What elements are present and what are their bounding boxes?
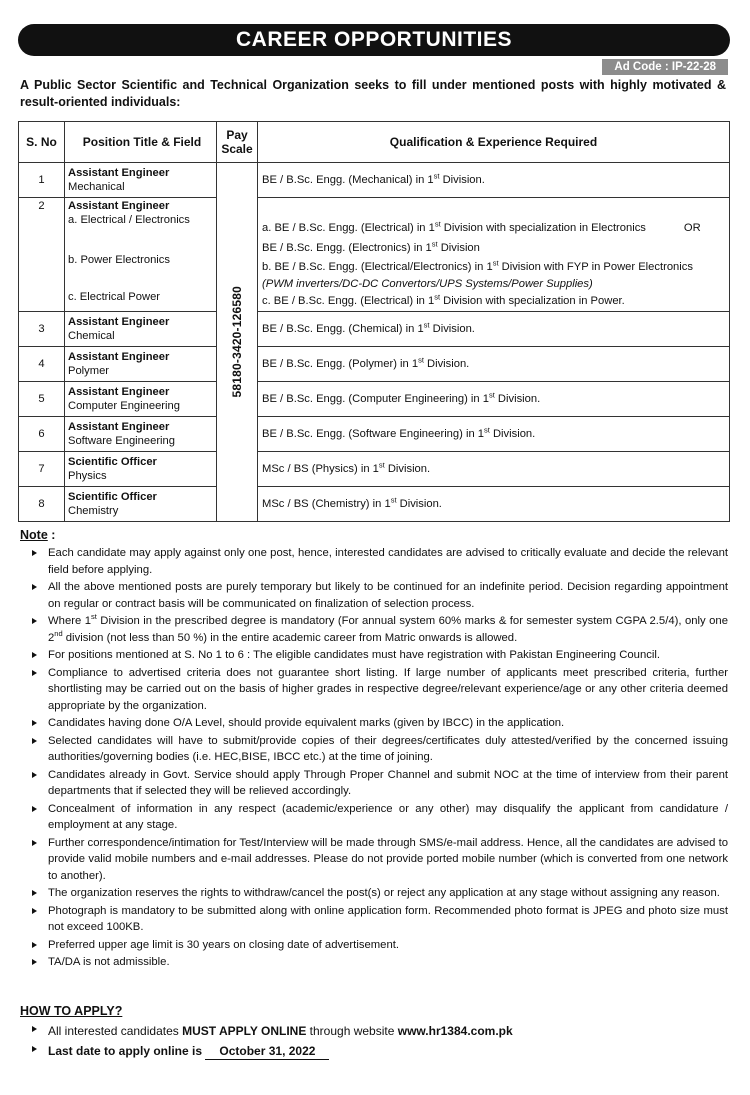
bullet-arrow-icon: [32, 1026, 37, 1032]
row-qualification: MSc / BS (Physics) in 1st Division.: [258, 452, 730, 487]
qual-line-b2: (PWM inverters/DC-DC Convertors/UPS Systems/Power Supplies): [262, 278, 593, 290]
note-item: Where 1st Division in the prescribed degree is mandatory (For annual system 60% marks & for semester system CGPA 2.5/4), only one 2nd division (not less than 50 %) in the entire academic career from Matric onwards is allowed.: [30, 613, 728, 646]
bullet-arrow-icon: [32, 959, 37, 965]
row-qualification: MSc / BS (Chemistry) in 1st Division.: [258, 487, 730, 522]
bullet-arrow-icon: [32, 772, 37, 778]
table-row: [19, 452, 730, 487]
qual-line-a2: BE / B.Sc. Engg. (Electronics) in 1st Division: [262, 238, 480, 254]
position-field: Software Engineering: [68, 435, 175, 447]
qual-line-a1: a. BE / B.Sc. Engg. (Electrical) in 1st Division with specialization in Electronics OR: [262, 219, 701, 234]
table-row: [19, 382, 730, 417]
row-sno: 1: [19, 163, 65, 198]
pay-scale-cell: [217, 163, 258, 522]
note-item: Candidates already in Govt. Service should apply Through Proper Channel and submit NOC at the time of interview from their parent departments that if selected they will be relieved accordingly.: [30, 767, 728, 800]
pay-scale-value: 58180-3420-126580: [230, 286, 244, 398]
position-field: Computer Engineering: [68, 400, 180, 412]
table-row: [19, 487, 730, 522]
table-row: [19, 417, 730, 452]
row-position: [65, 382, 217, 417]
row-qualification: BE / B.Sc. Engg. (Computer Engineering) in 1st Division.: [258, 382, 730, 417]
note-item: All the above mentioned posts are purely temporary but likely to be continued for an indefinite period. Decision regarding appointment on regular or contract basis will be communicated on finalization of selection process.: [30, 579, 728, 612]
bullet-arrow-icon: [32, 1046, 37, 1052]
apply-item: All interested candidates MUST APPLY ONLINE through website www.hr1384.com.pk: [30, 1021, 730, 1041]
position-field: Physics: [68, 470, 107, 482]
row-sno: 8: [19, 487, 65, 522]
bullet-arrow-icon: [32, 942, 37, 948]
page-title: CAREER OPPORTUNITIES: [18, 24, 730, 56]
bullet-arrow-icon: [32, 720, 37, 726]
table-row: [19, 347, 730, 382]
row-qualification: BE / B.Sc. Engg. (Chemical) in 1st Division.: [258, 312, 730, 347]
position-field: Chemistry: [68, 505, 119, 517]
bullet-arrow-icon: [32, 806, 37, 812]
position-title: Assistant Engineer: [68, 421, 170, 433]
header-position: Position Title & Field: [65, 122, 217, 163]
qual-line-c: c. BE / B.Sc. Engg. (Electrical) in 1st Division with specialization in Power.: [262, 292, 625, 307]
header-sno: S. No: [19, 122, 65, 163]
qual-line-b1: b. BE / B.Sc. Engg. (Electrical/Electronics) in 1st Division with FYP in Power Electronics: [262, 258, 693, 273]
table-row: [19, 198, 730, 312]
position-field: Polymer: [68, 365, 110, 377]
note-item: Candidates having done O/A Level, should provide equivalent marks (given by IBCC) in the application.: [30, 715, 728, 732]
position-field-b: b. Power Electronics: [68, 254, 170, 266]
bullet-arrow-icon: [32, 738, 37, 744]
note-item: For positions mentioned at S. No 1 to 6 : The eligible candidates must have registration with Pakistan Engineering Council.: [30, 647, 728, 664]
note-item: Each candidate may apply against only one post, hence, interested candidates are advised to critically evaluate and decide the relevant field before applying.: [30, 545, 728, 578]
position-title: Assistant Engineer: [68, 316, 170, 328]
position-title: Assistant Engineer: [68, 167, 170, 179]
row-sno: 5: [19, 382, 65, 417]
position-field-a: a. Electrical / Electronics: [68, 214, 190, 226]
row-sno: 6: [19, 417, 65, 452]
website-link[interactable]: www.hr1384.com.pk: [397, 1024, 513, 1038]
row-qualification: BE / B.Sc. Engg. (Mechanical) in 1st Division.: [258, 163, 730, 198]
bullet-arrow-icon: [32, 670, 37, 676]
note-item: TA/DA is not admissible.: [30, 954, 728, 971]
note-item: Photograph is mandatory to be submitted along with online application form. Recommended photo format is JPEG and photo size must not exceed 100KB.: [30, 903, 728, 936]
position-field-c: c. Electrical Power: [68, 291, 161, 303]
last-date: October 31, 2022: [205, 1044, 329, 1060]
apply-list: [30, 1021, 730, 1061]
row-sno: 3: [19, 312, 65, 347]
intro-paragraph: A Public Sector Scientific and Technical Organization seeks to fill under mentioned posts with highly motivated & result-oriented individuals:: [20, 78, 726, 109]
note-item: Selected candidates will have to submit/provide copies of their degrees/certificates duly attested/verified by the concerned issuing authorities/governing bodies (i.e. HEC,BISE, IBCC etc.) at the time of joining.: [30, 733, 728, 766]
note-item: Further correspondence/intimation for Test/Interview will be made through SMS/e-mail address. Hence, all the candidates are advised to provide valid mobile numbers and e-mail addresses. Please do not provide ported mobile number (which is converted from one network to another).: [30, 835, 728, 885]
row-position: [65, 312, 217, 347]
row-sno: 4: [19, 347, 65, 382]
row-qualification: BE / B.Sc. Engg. (Polymer) in 1st Division.: [258, 347, 730, 382]
note-item: The organization reserves the rights to withdraw/cancel the post(s) or reject any application at any stage without assigning any reason.: [30, 885, 728, 902]
table-row: [19, 312, 730, 347]
positions-table: [18, 121, 730, 522]
row-position: [65, 198, 217, 312]
position-title: Assistant Engineer: [68, 386, 170, 398]
header-qualification: Qualification & Experience Required: [258, 122, 730, 163]
row-sno: 7: [19, 452, 65, 487]
row-position: [65, 347, 217, 382]
table-header-row: [19, 122, 730, 163]
bullet-arrow-icon: [32, 652, 37, 658]
row-position: [65, 417, 217, 452]
note-heading: Note :: [20, 528, 56, 542]
position-title: Scientific Officer: [68, 491, 157, 503]
table-row: [19, 163, 730, 198]
row-qualification: BE / B.Sc. Engg. (Software Engineering) in 1st Division.: [258, 417, 730, 452]
position-field: Chemical: [68, 330, 115, 342]
position-title: Assistant Engineer: [68, 351, 170, 363]
row-position: [65, 487, 217, 522]
bullet-arrow-icon: [32, 890, 37, 896]
bullet-arrow-icon: [32, 584, 37, 590]
how-to-apply-heading: HOW TO APPLY?: [20, 1004, 123, 1018]
bullet-arrow-icon: [32, 550, 37, 556]
row-position: [65, 163, 217, 198]
note-item: Preferred upper age limit is 30 years on closing date of advertisement.: [30, 937, 728, 954]
position-field: Mechanical: [68, 181, 125, 193]
bullet-arrow-icon: [32, 840, 37, 846]
header-pay-scale: Pay Scale: [217, 122, 258, 163]
bullet-arrow-icon: [32, 908, 37, 914]
row-qualification: [258, 198, 730, 312]
note-item: Concealment of information in any respect (academic/experience or any other) may disqualify the applicant from candidature / employment at any stage.: [30, 801, 728, 834]
apply-item: Last date to apply online is October 31, 2022: [30, 1041, 730, 1061]
row-position: [65, 452, 217, 487]
notes-list: [30, 545, 728, 972]
ad-code-badge: Ad Code : IP-22-28: [602, 59, 728, 75]
position-title: Assistant Engineer: [68, 200, 170, 212]
row-sno: 2: [19, 198, 65, 312]
note-item: Compliance to advertised criteria does not guarantee short listing. If large number of applicants meet prescribed criteria, further shortlisting may be carried out on the basis of higher grades in respective degree/relevant experience/age or any other criteria deemed appropriate by the organization.: [30, 665, 728, 715]
position-title: Scientific Officer: [68, 456, 157, 468]
bullet-arrow-icon: [32, 618, 37, 624]
